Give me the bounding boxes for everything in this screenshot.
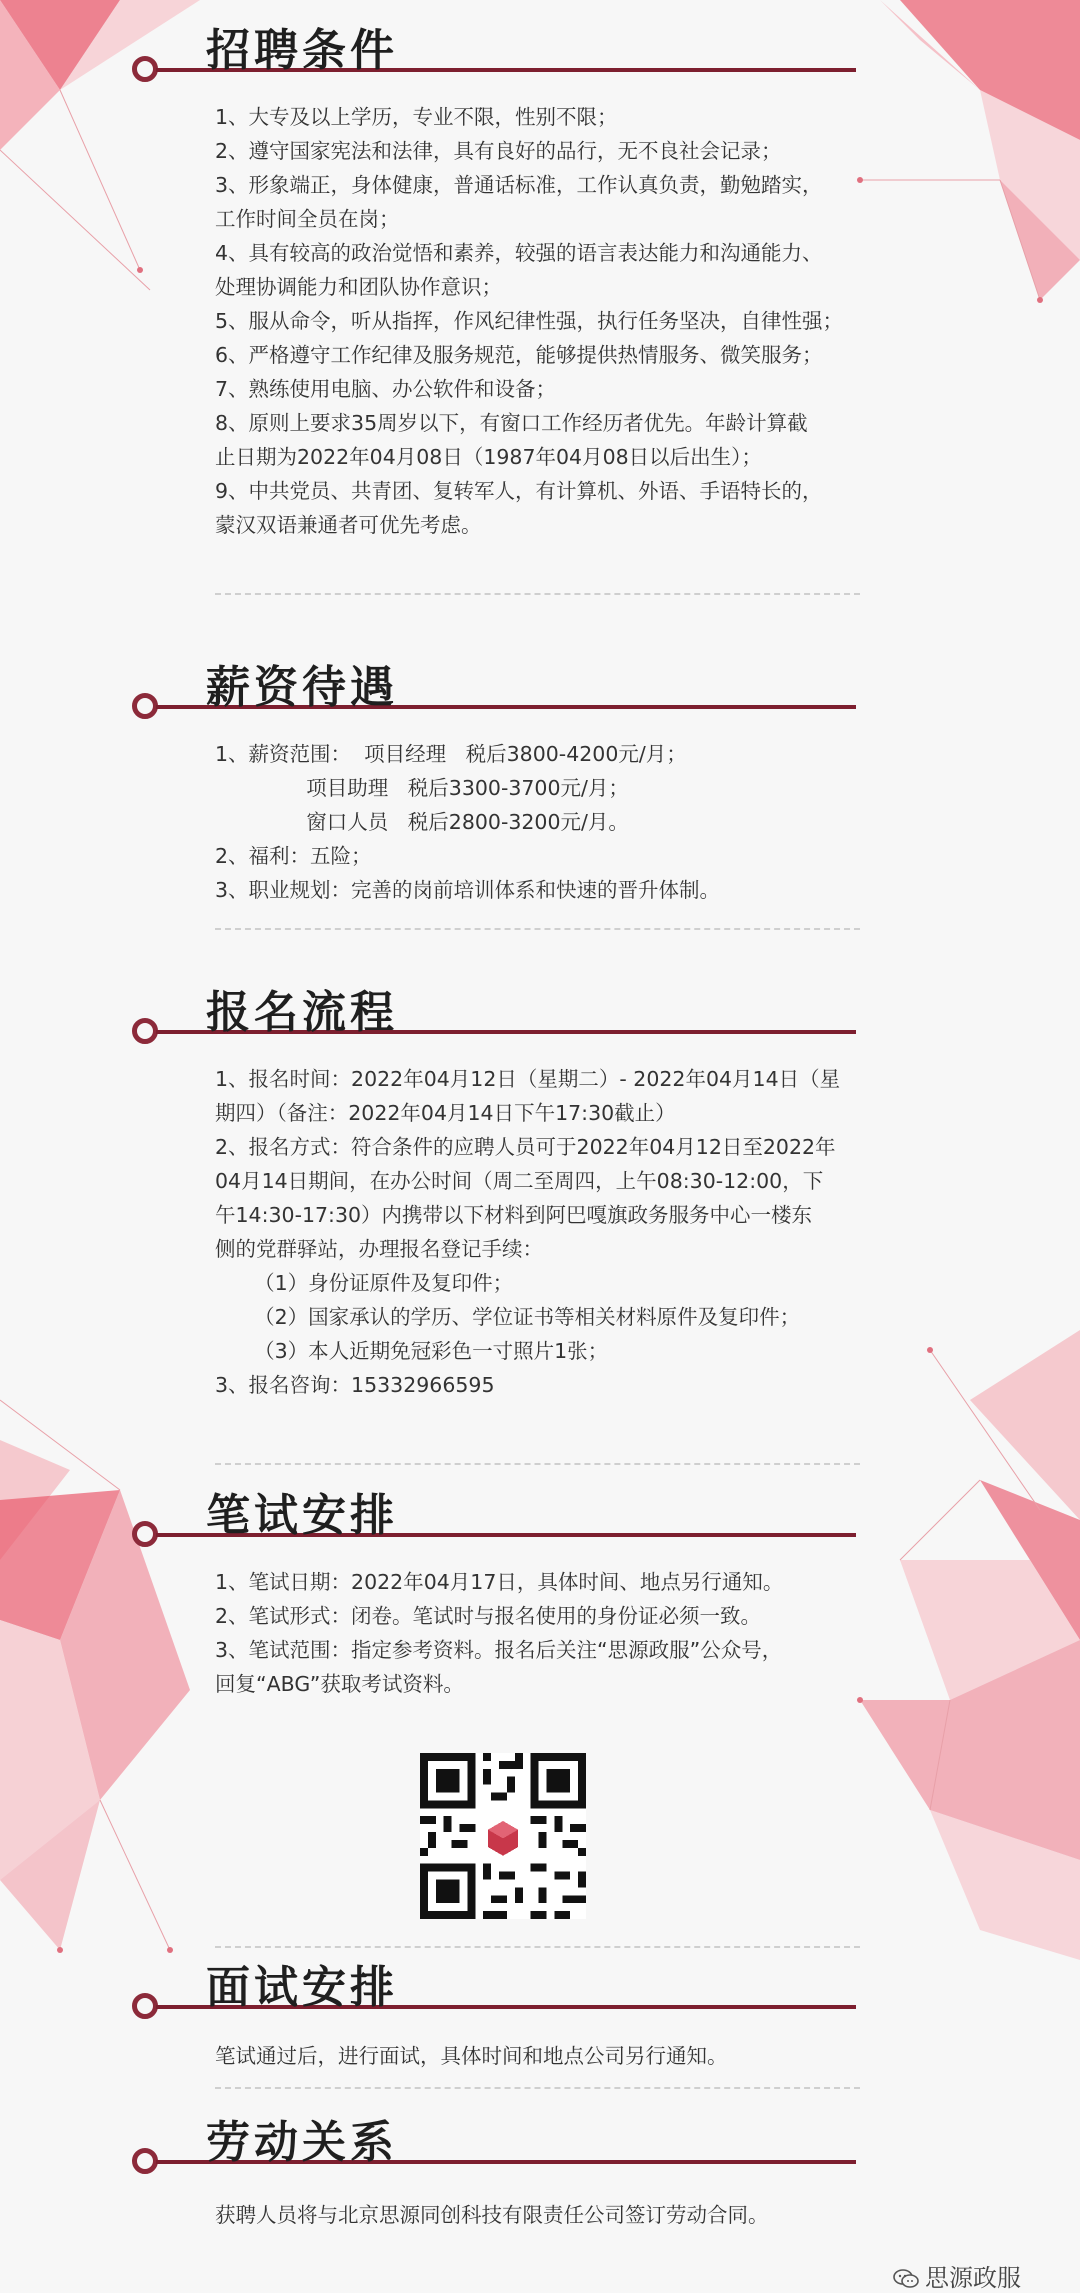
qr-code-icon bbox=[420, 1753, 586, 1919]
ring-icon bbox=[132, 56, 158, 82]
ring-icon bbox=[132, 2148, 158, 2174]
text-line: 4、具有较高的政治觉悟和素养，较强的语言表达能力和沟通能力、 bbox=[215, 241, 823, 265]
section-header bbox=[0, 655, 1080, 745]
dashed-divider bbox=[215, 1946, 860, 1948]
section-body bbox=[215, 2039, 865, 2073]
text-line: 午14:30-17:30）内携带以下材料到阿巴嘎旗政务服务中心一楼东 bbox=[215, 1203, 813, 1227]
text-line: （3）本人近期免冠彩色一寸照片1张； bbox=[215, 1339, 609, 1363]
section-body bbox=[215, 100, 865, 542]
text-line: 04月14日期间，在办公时间（周二至周四，上午08:30-12:00，下 bbox=[215, 1169, 824, 1193]
ring-icon bbox=[132, 693, 158, 719]
section-title: 劳动关系 bbox=[206, 2117, 398, 2168]
text-line: 3、笔试范围：指定参考资料。报名后关注“思源政服”公众号， bbox=[215, 1638, 783, 1662]
text-line: 3、报名咨询：15332966595 bbox=[215, 1373, 495, 1397]
section-title: 薪资待遇 bbox=[206, 662, 398, 713]
text-line: 侧的党群驿站，办理报名登记手续： bbox=[215, 1237, 543, 1261]
section-title: 招聘条件 bbox=[206, 25, 398, 76]
text-line: 工作时间全员在岗； bbox=[215, 207, 400, 231]
text-line: 7、熟练使用电脑、办公软件和设备； bbox=[215, 377, 557, 401]
dashed-divider bbox=[215, 928, 860, 930]
watermark bbox=[893, 2258, 1021, 2293]
ring-icon bbox=[132, 1521, 158, 1547]
text-line: （2）国家承认的学历、学位证书等相关材料原件及复印件； bbox=[215, 1305, 801, 1329]
section-title: 面试安排 bbox=[206, 1962, 398, 2013]
wechat-icon bbox=[893, 2269, 919, 2289]
text-line: 1、大专及以上学历，专业不限，性别不限； bbox=[215, 105, 618, 129]
dashed-divider bbox=[215, 2087, 860, 2089]
text-line: 1、薪资范围： 项目经理 税后3800-4200元/月； bbox=[215, 742, 687, 766]
text-line: 3、形象端正，身体健康，普通话标准，工作认真负责，勤勉踏实， bbox=[215, 173, 823, 197]
text-line: 处理协调能力和团队协作意识； bbox=[215, 275, 502, 299]
section-header bbox=[0, 2110, 1080, 2200]
watermark-text: 思源政服 bbox=[925, 2264, 1021, 2292]
text-line: （1）身份证原件及复印件； bbox=[215, 1271, 514, 1295]
text-line: 止日期为2022年04月08日（1987年04月08日以后出生）； bbox=[215, 445, 762, 469]
section-title: 笔试安排 bbox=[206, 1490, 398, 1541]
text-line: 1、报名时间：2022年04月12日（星期二）- 2022年04月14日（星 bbox=[215, 1067, 841, 1091]
text-line: 8、原则上要求35周岁以下，有窗口工作经历者优先。年龄计算截 bbox=[215, 411, 808, 435]
section-body bbox=[215, 1565, 865, 1701]
section-header bbox=[0, 1955, 1080, 2045]
section-header bbox=[0, 1483, 1080, 1573]
text-line: 蒙汉双语兼通者可优先考虑。 bbox=[215, 513, 482, 537]
text-line: 6、严格遵守工作纪律及服务规范，能够提供热情服务、微笑服务； bbox=[215, 343, 823, 367]
dashed-divider bbox=[215, 593, 860, 595]
text-line: 5、服从命令，听从指挥，作风纪律性强，执行任务坚决，自律性强； bbox=[215, 309, 844, 333]
text-line: 项目助理 税后3300-3700元/月； bbox=[215, 776, 629, 800]
text-line: 2、报名方式：符合条件的应聘人员可于2022年04月12日至2022年 bbox=[215, 1135, 836, 1159]
text-line: 回复“ABG”获取考试资料。 bbox=[215, 1672, 464, 1696]
text-line: 2、遵守国家宪法和法律，具有良好的品行，无不良社会记录； bbox=[215, 139, 782, 163]
text-line: 期四）（备注：2022年04月14日下午17:30截止） bbox=[215, 1101, 676, 1125]
ring-icon bbox=[132, 1018, 158, 1044]
section-body bbox=[215, 1062, 865, 1402]
text-line: 9、中共党员、共青团、复转军人，有计算机、外语、手语特长的， bbox=[215, 479, 823, 503]
section-body bbox=[215, 737, 865, 907]
text-line: 窗口人员 税后2800-3200元/月。 bbox=[215, 810, 629, 834]
text-line: 3、职业规划：完善的岗前培训体系和快速的晋升体制。 bbox=[215, 878, 721, 902]
text-line: 2、笔试形式：闭卷。笔试时与报名使用的身份证必须一致。 bbox=[215, 1604, 762, 1628]
section-header bbox=[0, 980, 1080, 1070]
dashed-divider bbox=[215, 1463, 860, 1465]
text-line: 笔试通过后，进行面试，具体时间和地点公司另行通知。 bbox=[215, 2044, 728, 2068]
text-line: 1、笔试日期：2022年04月17日，具体时间、地点另行通知。 bbox=[215, 1570, 784, 1594]
ring-icon bbox=[132, 1993, 158, 2019]
text-line: 获聘人员将与北京思源同创科技有限责任公司签订劳动合同。 bbox=[215, 2203, 769, 2227]
section-title: 报名流程 bbox=[206, 987, 398, 1038]
section-body bbox=[215, 2198, 865, 2232]
text-line: 2、福利：五险； bbox=[215, 844, 372, 868]
section-header bbox=[0, 18, 1080, 108]
